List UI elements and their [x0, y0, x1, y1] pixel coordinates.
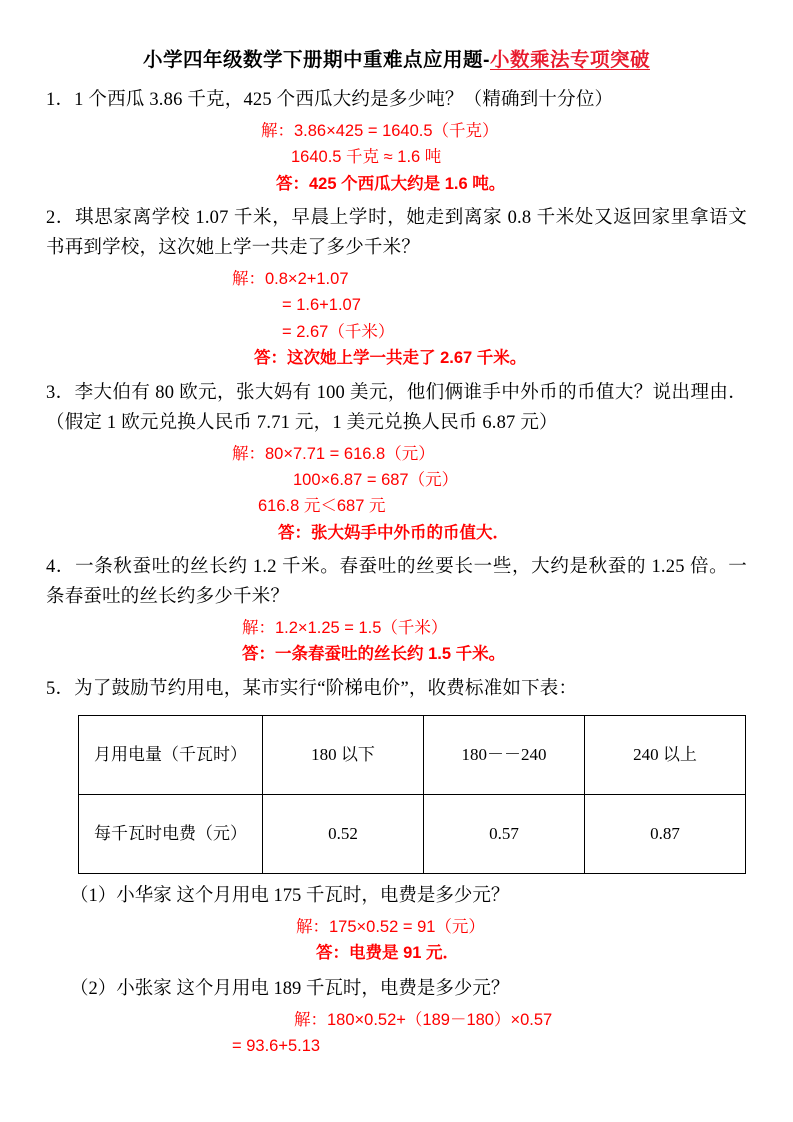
table-cell: 0.52 — [263, 794, 424, 873]
problem-text-3: 3．李大伯有 80 欧元，张大妈有 100 美元，他们俩谁手中外币的币值大？说出理由．（假定 1 欧元兑换人民币 7.71 元，1 美元兑换人民币 6.87 元） — [46, 382, 747, 433]
table-cell: 0.87 — [585, 794, 746, 873]
table-cell: 180－－240 — [424, 715, 585, 794]
table-row-header: 每千瓦时电费（元） — [79, 794, 263, 873]
solution-line: 解：0.8×2+1.07 — [232, 270, 349, 289]
solution-line: = 1.6+1.07 — [282, 296, 361, 315]
solution-2 — [46, 266, 747, 372]
table-cell: 0.57 — [424, 794, 585, 873]
solution-answer: 答：张大妈手中外币的币值大． — [278, 523, 509, 542]
solution-answer: 答：这次她上学一共走了 2.67 千米。 — [254, 349, 527, 368]
sub-solution-1 — [46, 914, 747, 967]
solution-line: 解：175×0.52 = 91（元） — [296, 917, 485, 936]
table-row — [79, 715, 746, 794]
page-title — [46, 44, 747, 72]
solution-line: = 2.67（千米） — [282, 322, 395, 341]
solution-line: 100×6.87 = 687（元） — [293, 470, 459, 489]
solution-line: 解：80×7.71 = 616.8（元） — [232, 444, 435, 463]
solution-4 — [46, 615, 747, 668]
solution-line: = 93.6+5.13 — [232, 1036, 321, 1055]
solution-answer: 答：一条春蚕吐的丝长约 1.5 千米。 — [242, 645, 506, 664]
page-title-black: 小学四年级数学下册期中重难点应用题- — [142, 49, 490, 71]
problem-text-2: 2．琪思家离学校 1.07 千米，早晨上学时，她走到离家 0.8 千米处又返回家里拿语文书再到学校，这次她上学一共走了多少千米？ — [46, 208, 747, 259]
rate-table — [78, 715, 746, 874]
solution-answer: 答：电费是 91 元． — [316, 944, 460, 963]
solution-1 — [46, 118, 747, 197]
problem-text-1: 1．1 个西瓜 3.86 千克，425 个西瓜大约是多少吨？（精确到十分位） — [46, 90, 614, 110]
solution-line: 1640.5 千克 ≈ 1.6 吨 — [291, 148, 442, 167]
table-row — [79, 794, 746, 873]
solution-answer: 答：425 个西瓜大约是 1.6 吨。 — [276, 174, 506, 193]
solution-line: 解：180×0.52+（189－180）×0.57 — [294, 1010, 553, 1029]
problem-text-5: 5．为了鼓励节约用电，某市实行“阶梯电价”，收费标准如下表： — [46, 678, 578, 699]
sub-solution-2 — [46, 1007, 747, 1060]
page-title-red: 小数乘法专项突破 — [489, 49, 650, 71]
solution-line: 解：1.2×1.25 = 1.5（千米） — [242, 619, 448, 638]
sub-problem-text-1: （1）小华家 这个月用电 175 千瓦时，电费是多少元？ — [70, 885, 510, 906]
table-row-header: 月用电量（千瓦时） — [79, 715, 263, 794]
sub-problem-text-2: （2）小张家 这个月用电 189 千瓦时，电费是多少元？ — [70, 978, 510, 999]
solution-line: 解：3.86×425 = 1640.5（千克） — [261, 121, 499, 140]
solution-3 — [46, 441, 747, 547]
table-cell: 240 以上 — [585, 715, 746, 794]
table-cell: 180 以下 — [263, 715, 424, 794]
problem-text-4: 4．一条秋蚕吐的丝长约 1.2 千米。春蚕吐的丝要长一些，大约是秋蚕的 1.25 倍。一条春蚕吐的丝长约多少千米？ — [46, 557, 747, 608]
solution-line: 616.8 元＜687 元 — [258, 497, 386, 516]
